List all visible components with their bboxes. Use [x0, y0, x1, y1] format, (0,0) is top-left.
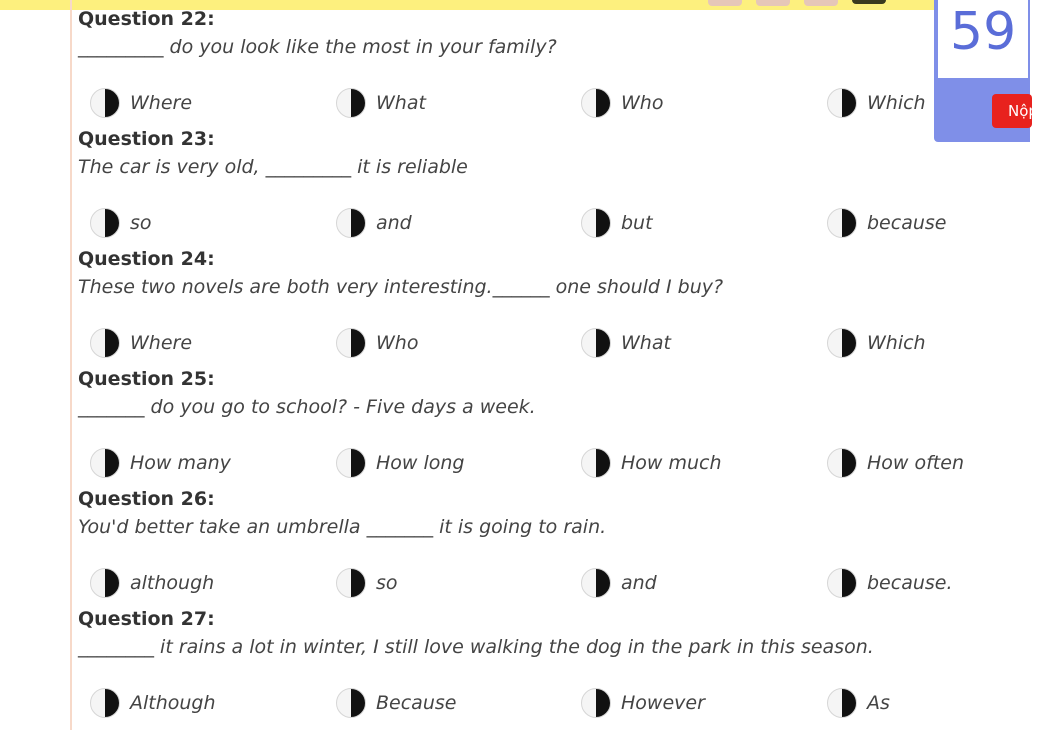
- question-text: _______ do you go to school? - Five days a week.: [78, 396, 536, 418]
- question-title: Question 22:: [78, 8, 215, 30]
- answer-option-label: and: [376, 212, 412, 234]
- answer-option[interactable]: [336, 206, 412, 240]
- timer-countdown: 59: [950, 2, 1017, 62]
- answer-option[interactable]: [827, 86, 926, 120]
- answer-option[interactable]: [90, 566, 214, 600]
- answer-option-label: Which: [867, 332, 926, 354]
- radio-icon[interactable]: [581, 568, 611, 598]
- radio-icon[interactable]: [90, 328, 120, 358]
- answer-option-label: so: [130, 212, 152, 234]
- radio-icon[interactable]: [581, 328, 611, 358]
- answer-option-label: What: [376, 92, 426, 114]
- top-nav-button[interactable]: [804, 0, 838, 6]
- answer-option-label: How much: [621, 452, 722, 474]
- answer-option-label: How many: [130, 452, 231, 474]
- answer-option[interactable]: [336, 446, 465, 480]
- answer-option[interactable]: [827, 446, 964, 480]
- question-block: [78, 248, 928, 368]
- top-nav-button[interactable]: [708, 0, 742, 6]
- question-block: [78, 488, 953, 608]
- radio-icon[interactable]: [581, 688, 611, 718]
- answer-option[interactable]: [336, 86, 426, 120]
- answer-option-label: How long: [376, 452, 465, 474]
- answer-option-label: However: [621, 692, 705, 714]
- answer-option[interactable]: [336, 566, 398, 600]
- top-nav-icon[interactable]: [852, 0, 886, 4]
- question-text: You'd better take an umbrella _______ it is going to rain.: [78, 516, 607, 538]
- radio-icon[interactable]: [336, 88, 366, 118]
- answer-option[interactable]: [581, 206, 653, 240]
- answer-option-label: so: [376, 572, 398, 594]
- answer-option[interactable]: [90, 206, 152, 240]
- answer-option[interactable]: [827, 686, 890, 720]
- radio-icon[interactable]: [336, 208, 366, 238]
- question-title: Question 25:: [78, 368, 215, 390]
- radio-icon[interactable]: [90, 448, 120, 478]
- answer-option-label: Because: [376, 692, 457, 714]
- question-block: [78, 8, 928, 128]
- question-title: Question 24:: [78, 248, 215, 270]
- answer-option[interactable]: [581, 326, 671, 360]
- answer-option-label: Which: [867, 92, 926, 114]
- radio-icon[interactable]: [827, 88, 857, 118]
- answer-option[interactable]: [827, 566, 953, 600]
- question-block: [78, 608, 928, 728]
- answer-option[interactable]: [90, 86, 192, 120]
- answer-option-label: Who: [376, 332, 419, 354]
- answer-option-label: although: [130, 572, 215, 594]
- radio-icon[interactable]: [827, 568, 857, 598]
- radio-icon[interactable]: [581, 88, 611, 118]
- answer-option-label: Who: [621, 92, 664, 114]
- radio-icon[interactable]: [336, 568, 366, 598]
- question-text: ________ it rains a lot in winter, I still love walking the dog in the park in this season.: [78, 636, 874, 658]
- radio-icon[interactable]: [336, 328, 366, 358]
- answer-option[interactable]: [827, 326, 926, 360]
- answer-option-label: and: [621, 572, 657, 594]
- answer-option-label: What: [621, 332, 671, 354]
- question-text: _________ do you look like the most in your family?: [78, 36, 557, 58]
- answer-option[interactable]: [581, 566, 657, 600]
- question-block: [78, 368, 964, 488]
- radio-icon[interactable]: [90, 88, 120, 118]
- answer-option-label: How often: [867, 452, 964, 474]
- answer-option-label: because.: [867, 572, 953, 594]
- answer-option-label: Although: [130, 692, 216, 714]
- question-title: Question 26:: [78, 488, 215, 510]
- answer-option-label: Where: [130, 332, 193, 354]
- answer-option[interactable]: [581, 686, 705, 720]
- answer-option[interactable]: [581, 86, 663, 120]
- question-text: These two novels are both very interesting.______ one should I buy?: [78, 276, 724, 298]
- answer-option[interactable]: [336, 686, 456, 720]
- answer-option[interactable]: [581, 446, 722, 480]
- radio-icon[interactable]: [827, 208, 857, 238]
- radio-icon[interactable]: [827, 448, 857, 478]
- radio-icon[interactable]: [827, 328, 857, 358]
- radio-icon[interactable]: [581, 448, 611, 478]
- radio-icon[interactable]: [336, 448, 366, 478]
- question-title: Question 27:: [78, 608, 215, 630]
- answer-option-label: Where: [130, 92, 193, 114]
- question-block: [78, 128, 947, 248]
- content-border: [70, 0, 72, 730]
- answer-option[interactable]: [90, 686, 216, 720]
- answer-option[interactable]: [90, 446, 231, 480]
- answer-option[interactable]: [336, 326, 418, 360]
- radio-icon[interactable]: [90, 208, 120, 238]
- radio-icon[interactable]: [90, 688, 120, 718]
- submit-button[interactable]: Nộp: [992, 94, 1032, 128]
- radio-icon[interactable]: [581, 208, 611, 238]
- radio-icon[interactable]: [336, 688, 366, 718]
- question-text: The car is very old, _________ it is reliable: [78, 156, 468, 178]
- answer-option[interactable]: [827, 206, 946, 240]
- radio-icon[interactable]: [90, 568, 120, 598]
- answer-option-label: As: [867, 692, 890, 714]
- radio-icon[interactable]: [827, 688, 857, 718]
- question-title: Question 23:: [78, 128, 215, 150]
- answer-option-label: because: [867, 212, 947, 234]
- answer-option-label: but: [621, 212, 653, 234]
- answer-option[interactable]: [90, 326, 192, 360]
- top-nav-button[interactable]: [756, 0, 790, 6]
